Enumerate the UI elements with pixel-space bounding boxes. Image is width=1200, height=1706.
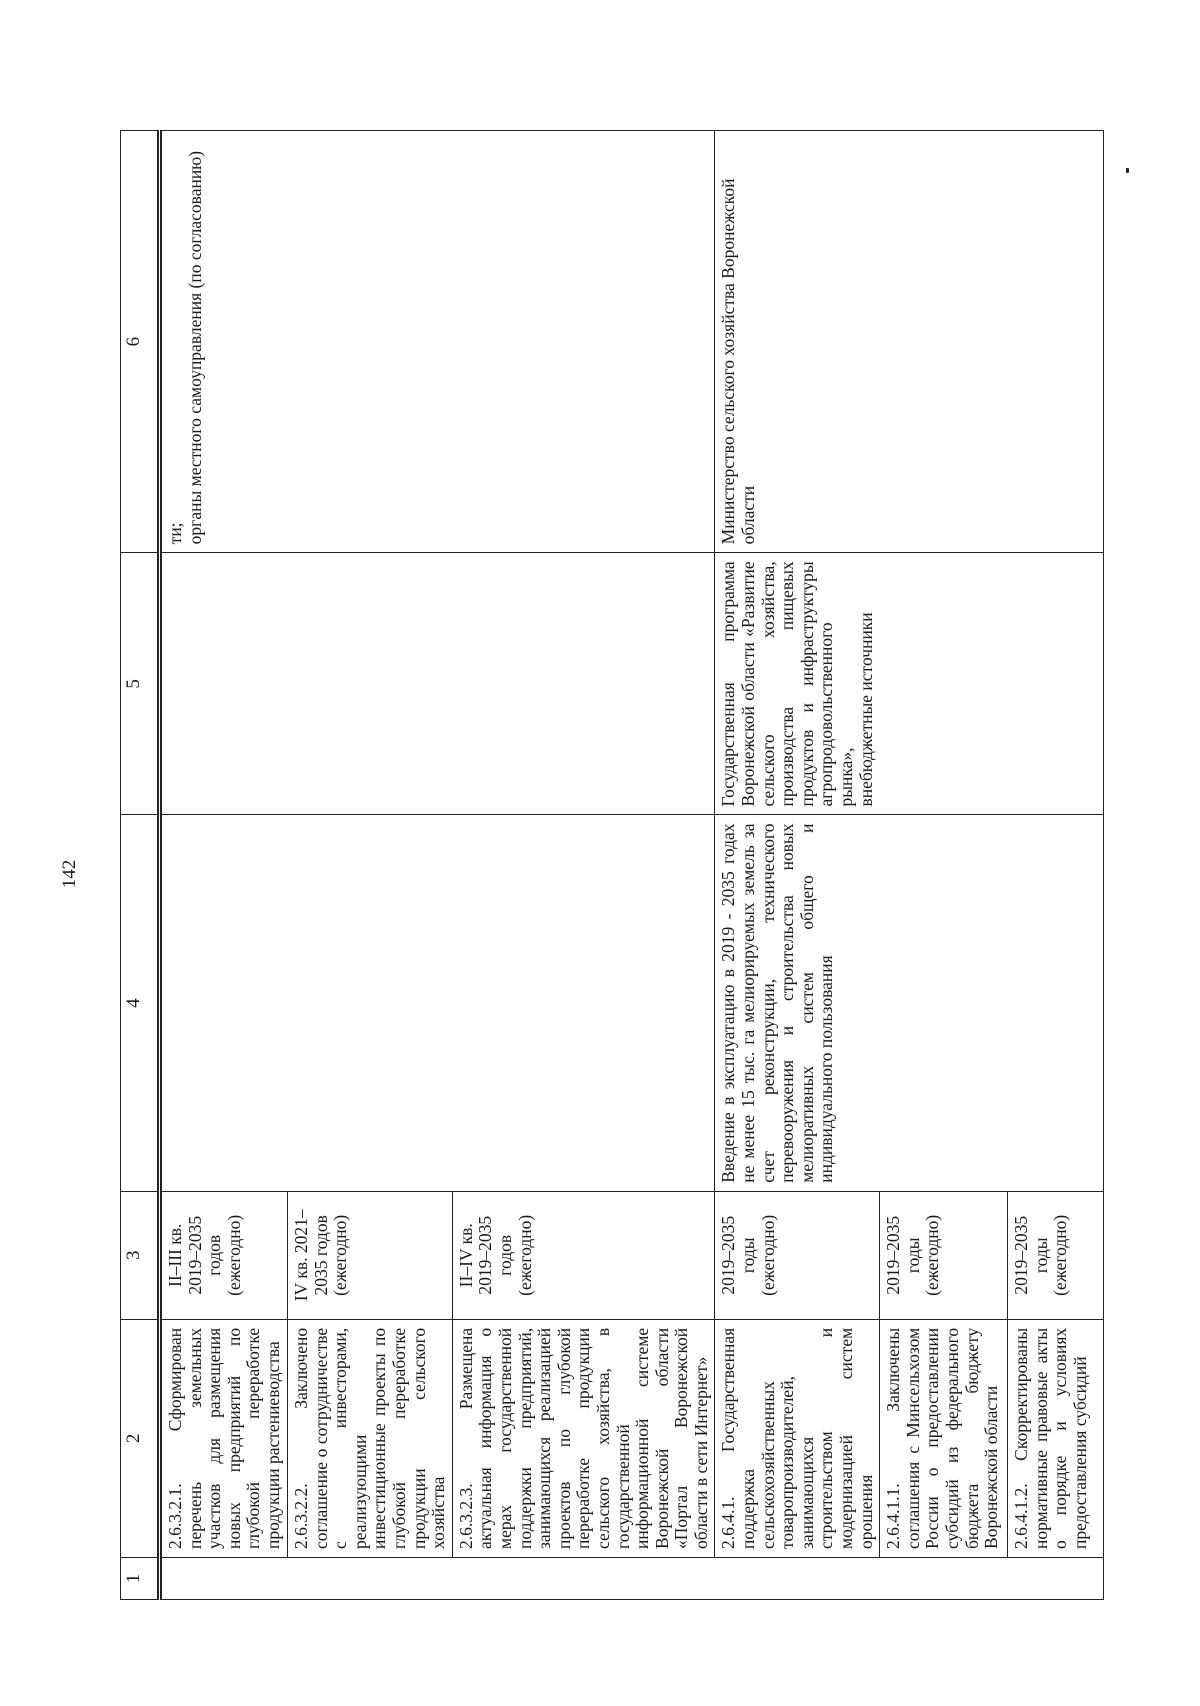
page-number: 142 [59, 859, 80, 889]
col-header-4: 4 [121, 815, 160, 1191]
event-cell: 2.6.4.1.1. Заключены соглашения с Минсельхозом России о предоставлении субсидий из федерального бюджета бюджету Воронежской области [880, 1319, 1008, 1557]
period-cell: 2019–2035 годы (ежегодно) [715, 1191, 880, 1319]
responsible-cell: ти; органы местного самоуправления (по согласованию) [160, 131, 715, 553]
table-row [715, 131, 880, 1600]
event-cell: 2.6.3.2.2. Заключено соглашение о сотрудничестве с инвесторами, реализующими инвестиционные проекты по глубокой переработке продукции сельского хозяйства [288, 1319, 453, 1557]
event-cell: 2.6.3.2.3. Размещена актуальная информация о мерах государственной поддержки предприятий, занимающихся реализацией проектов по глубокой переработке продукции сельского хозяйства, в государственной информационной системе Воронежской области «Портал Воронежской области в сети Интернет» [452, 1319, 715, 1557]
period-cell: IV кв. 2021–2035 годов (ежегодно) [288, 1191, 453, 1319]
source-cell: Государственная программа Воронежской области «Развитие сельского хозяйства, производства пищевых продуктов и инфраструктуры агропродовольственного рынка», внебюджетные источники [715, 553, 1104, 815]
event-cell: 2.6.4.1. Государственная поддержка сельскохозяйственных товаропроизводителей, занимающихся строительством и модернизацией систем орошения [715, 1319, 880, 1557]
col-header-1: 1 [121, 1557, 160, 1599]
period-cell: II–IV кв. 2019–2035 годов (ежегодно) [452, 1191, 715, 1319]
event-cell: 2.6.4.1.2. Скорректированы нормативные правовые акты о порядке и условиях предоставления субсидий [1008, 1319, 1104, 1557]
table-row [160, 131, 288, 1600]
col-header-5: 5 [121, 553, 160, 815]
scan-speck [1126, 168, 1129, 173]
row-number-cell [160, 1557, 1104, 1599]
event-cell: 2.6.3.2.1. Сформирован перечень земельных участков для размещения новых предприятий по глубокой переработке продукции растениеводства [160, 1319, 288, 1557]
result-cell [160, 815, 715, 1191]
rotated-table-container [120, 130, 1120, 1600]
plan-table [120, 130, 1104, 1600]
source-cell [160, 553, 715, 815]
col-header-2: 2 [121, 1319, 160, 1557]
table-header-row [121, 131, 160, 1600]
period-cell: II–III кв. 2019–2035 годов (ежегодно) [160, 1191, 288, 1319]
period-cell: 2019–2035 годы (ежегодно) [1008, 1191, 1104, 1319]
col-header-3: 3 [121, 1191, 160, 1319]
col-header-6: 6 [121, 131, 160, 553]
result-cell: Введение в эксплуатацию в 2019 - 2035 годах не менее 15 тыс. га мелиорируемых земель за счет реконструкции, технического перевооружения и строительства новых мелиоративных систем общего и индивидуального пользования [715, 815, 1104, 1191]
responsible-cell: Министерство сельского хозяйства Воронежской области [715, 131, 1104, 553]
period-cell: 2019–2035 годы (ежегодно) [880, 1191, 1008, 1319]
